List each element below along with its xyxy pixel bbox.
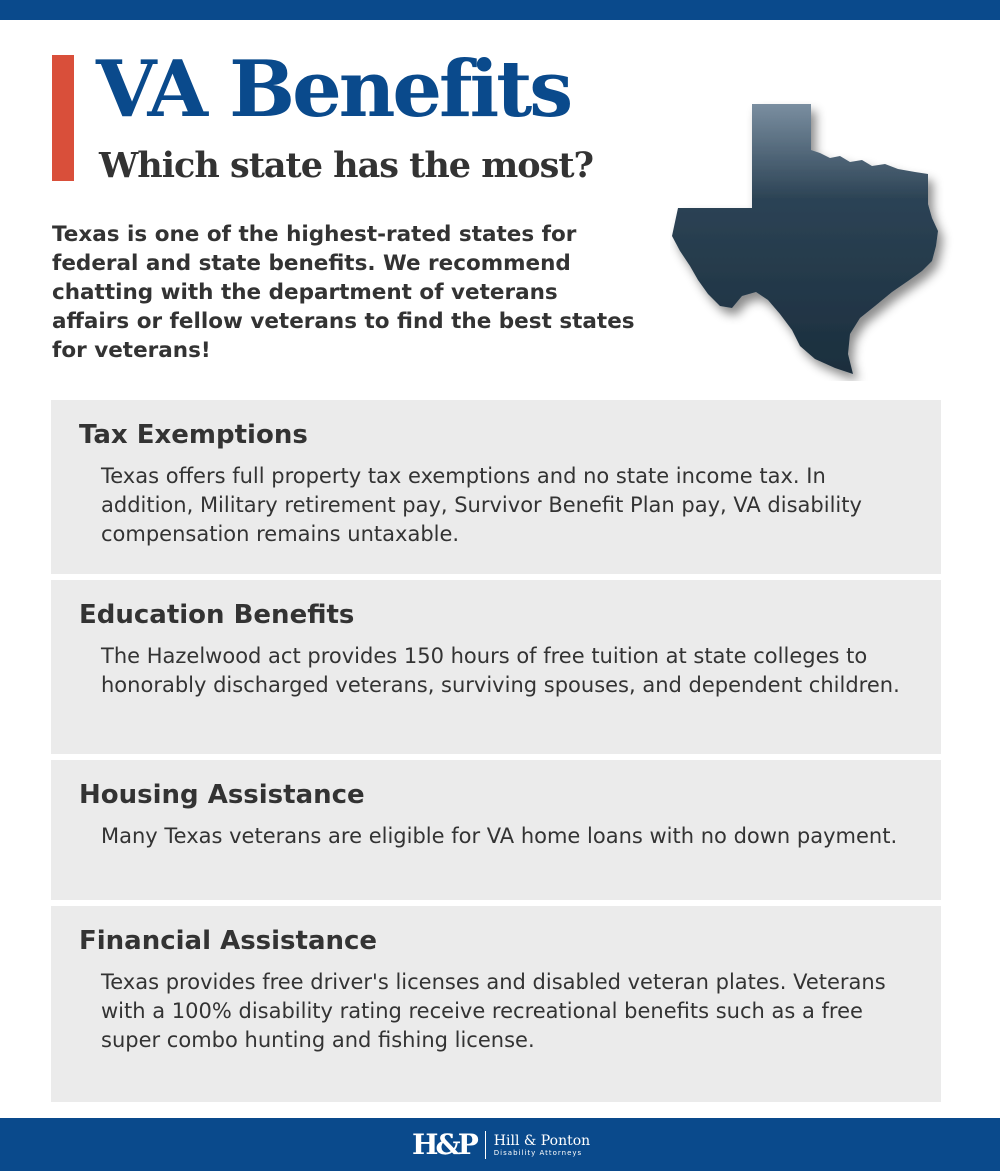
card-financial-assistance [51, 906, 941, 1102]
card-body: Many Texas veterans are eligible for VA home loans with no down payment. [101, 824, 898, 848]
logo-wordmark [494, 1133, 590, 1158]
title-accent-bar [52, 55, 74, 181]
card-heading: Financial Assistance [79, 926, 378, 956]
page-subtitle: Which state has the most? [99, 145, 594, 186]
logo-name: Hill & Ponton [493, 1132, 591, 1149]
texas-map-icon [670, 96, 960, 381]
card-education-benefits [51, 580, 941, 754]
card-heading: Tax Exemptions [79, 420, 308, 450]
logo-tagline: Disability Attorneys [493, 1148, 583, 1157]
page-title: VA Benefits [96, 44, 571, 135]
card-housing-assistance [51, 760, 941, 900]
card-heading: Housing Assistance [79, 780, 365, 810]
intro-text: Texas is one of the highest-rated states for federal and state benefits. We recommend chatting with the department of veterans affairs or fellow veterans to find the best states for veterans! [52, 222, 635, 363]
logo-divider [485, 1131, 486, 1159]
logo-mark: H&P [412, 1128, 476, 1161]
card-heading: Education Benefits [79, 600, 355, 630]
card-body: Texas offers full property tax exemptions and no state income tax. In addition, Military retirement pay, Survivor Benefit Plan pay, VA disability compensation remains untaxable. [101, 464, 862, 546]
card-body: The Hazelwood act provides 150 hours of free tuition at state colleges to honorably discharged veterans, surviving spouses, and dependent children. [101, 644, 900, 697]
hill-ponton-logo [412, 1128, 590, 1162]
card-body: Texas provides free driver's licenses and disabled veteran plates. Veterans with a 100% disability rating receive recreational benefits such as a free super combo hunting and fishing license. [101, 970, 886, 1052]
top-bar [0, 0, 1000, 20]
card-tax-exemptions [51, 400, 941, 574]
